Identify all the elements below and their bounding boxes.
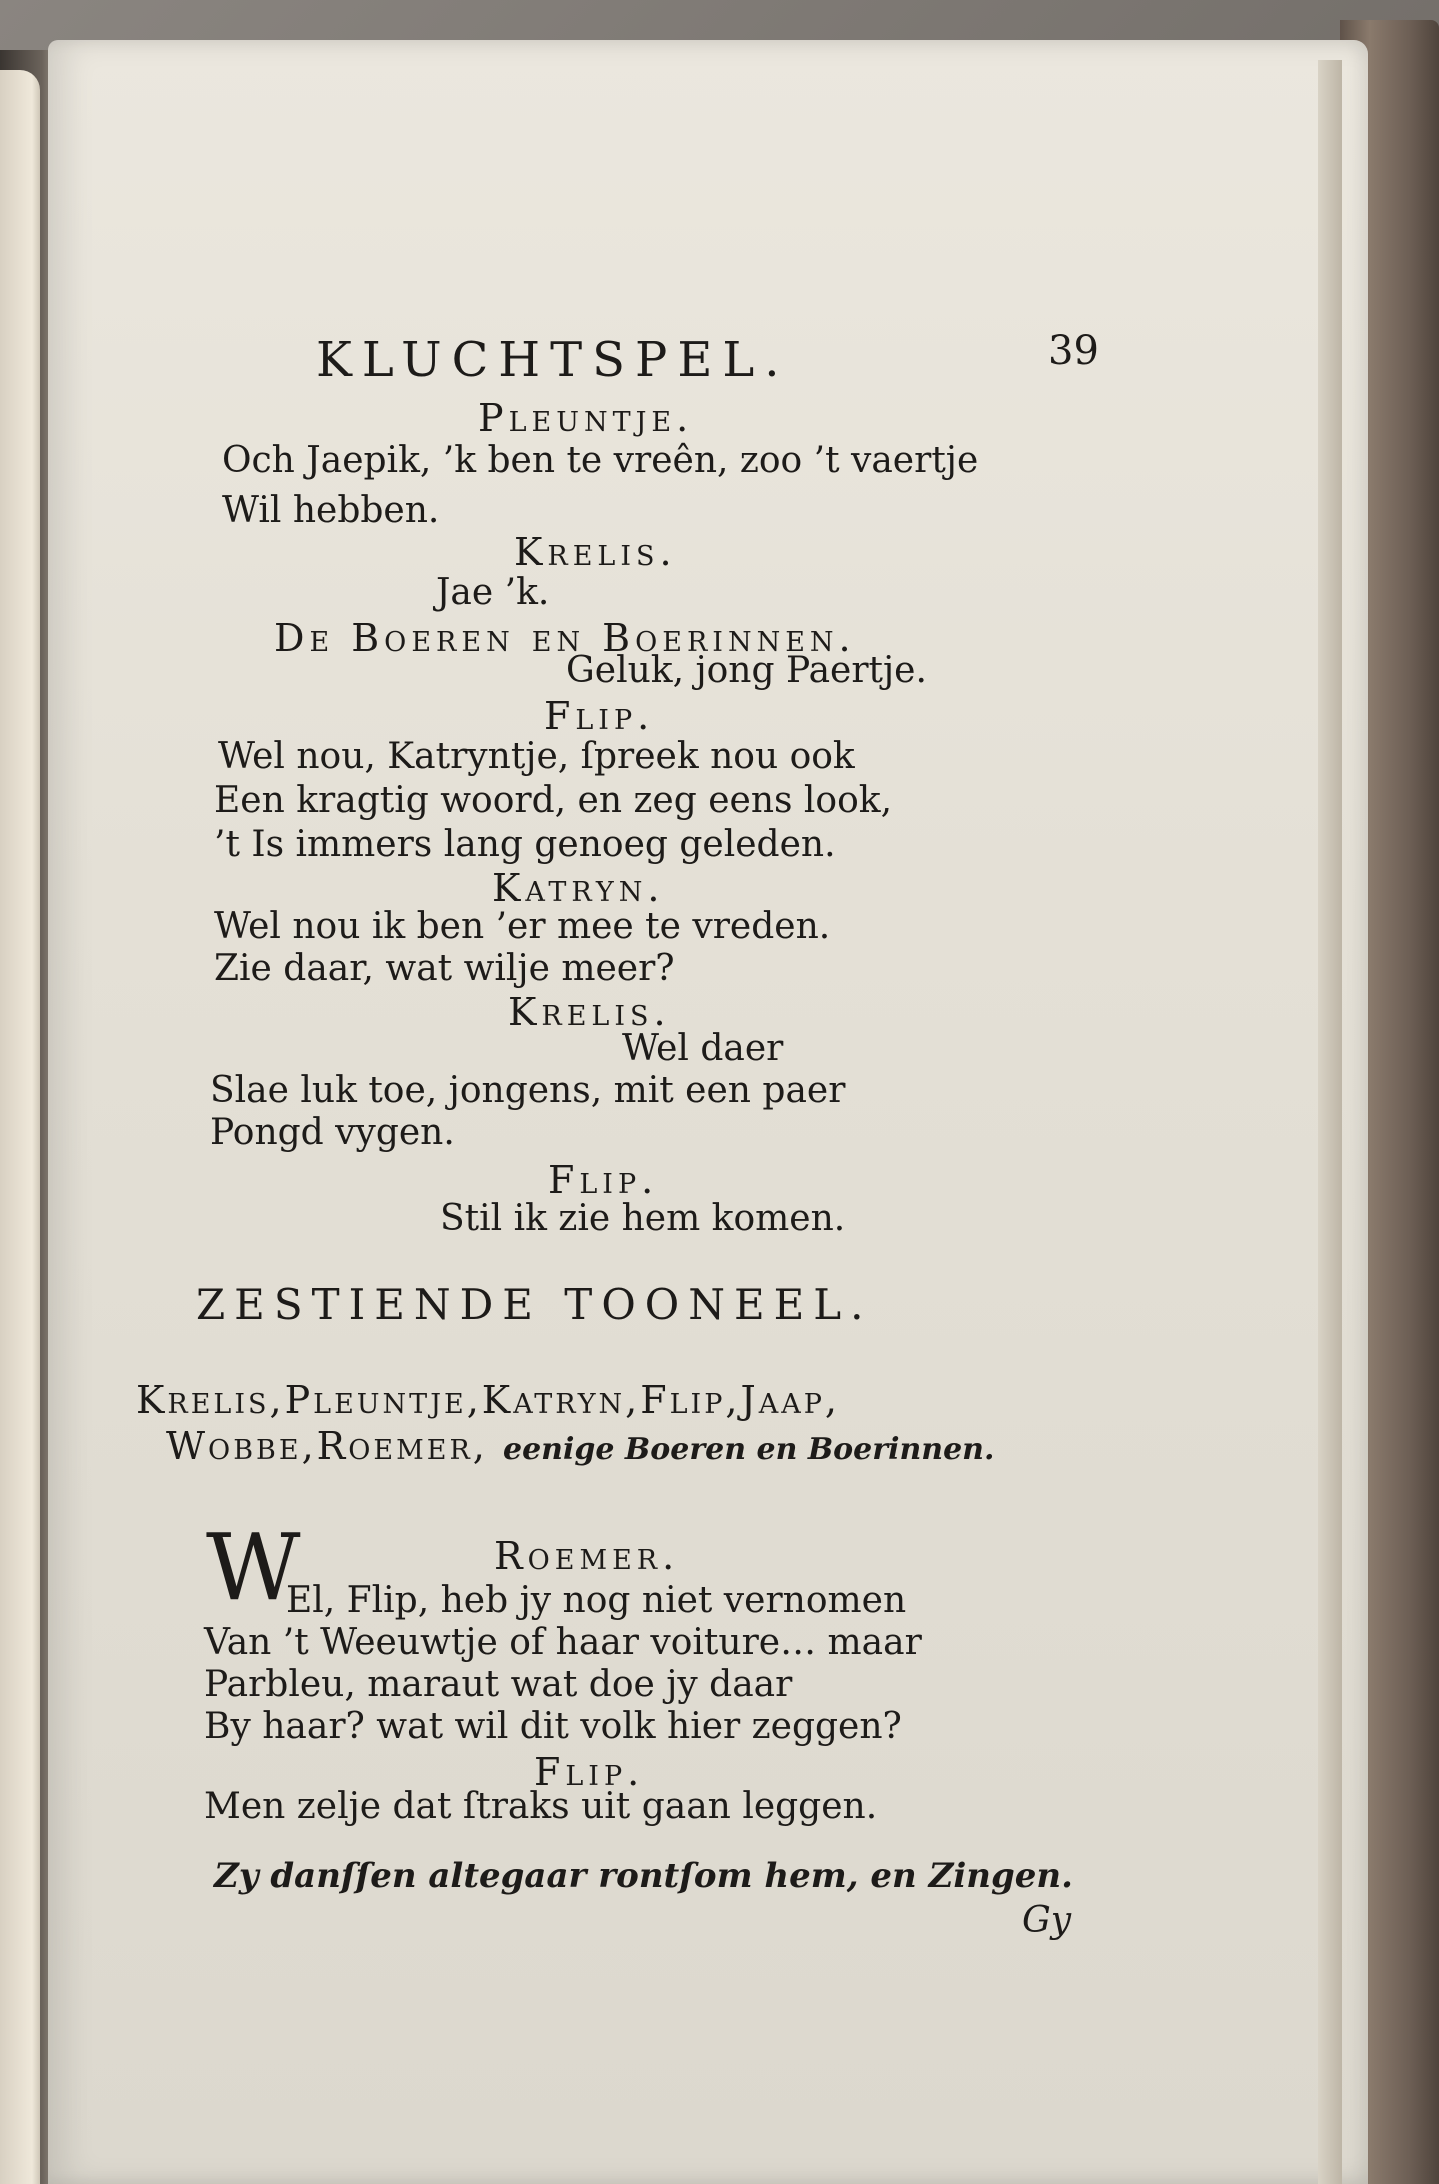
cast-list-row: Krelis,Pleuntje,Katryn,Flip,Jaap,: [136, 1378, 840, 1422]
verse-line: Wel nou ik ben ’er mee te vreden.: [214, 906, 831, 947]
verse-line: Jae ’k.: [436, 572, 550, 613]
page-number: 39: [1048, 328, 1099, 374]
running-head: KLUCHTSPEL.: [316, 332, 790, 388]
verse-line: Geluk, jong Paertje.: [566, 650, 927, 691]
verse-line: Wel nou, Katryntje, ſpreek nou ook: [218, 736, 855, 777]
speaker-katryn: Katryn.: [492, 866, 665, 910]
verse-line: Parbleu, maraut wat doe jy daar: [204, 1664, 793, 1705]
speaker-flip: Flip.: [548, 1158, 659, 1202]
verse-line: Men zelje dat ſtraks uit gaan leggen.: [204, 1786, 878, 1827]
speaker-boeren: De Boeren en Boerinnen.: [274, 616, 856, 660]
drop-cap: W: [206, 1514, 301, 1621]
verse-line: Slae luk toe, jongens, mit een paer: [210, 1070, 846, 1111]
verse-line: Pongd vygen.: [210, 1112, 455, 1153]
verse-line: Van ’t Weeuwtje of haar voiture… maar: [204, 1622, 922, 1663]
speaker-pleuntje: Pleuntje.: [478, 396, 694, 440]
cast-names: Wobbe,Roemer,: [166, 1424, 488, 1468]
verse-line: Och Jaepik, ’k ben te vreên, zoo ’t vaertje: [222, 440, 979, 481]
scene-title: ZESTIENDE TOONEEL.: [196, 1280, 873, 1329]
verse-line: Stil ik zie hem komen.: [440, 1198, 846, 1239]
verse-line: ’t Is immers lang genoeg geleden.: [214, 824, 836, 865]
cast-list-row: [166, 1424, 994, 1468]
verse-line: By haar? wat wil dit volk hier zeggen?: [204, 1706, 902, 1747]
cast-extras: eenige Boeren en Boerinnen.: [502, 1432, 995, 1467]
speaker-krelis: Krelis.: [514, 530, 677, 574]
verse-line: El, Flip, heb jy nog niet vernomen: [286, 1580, 907, 1621]
speaker-flip: Flip.: [534, 1750, 645, 1794]
page-edge: [1318, 60, 1342, 2184]
verse-line: Zie daar, wat wilje meer?: [214, 948, 675, 989]
speaker-roemer: Roemer.: [494, 1534, 680, 1578]
verse-line: Een kragtig woord, en zeg eens look,: [214, 780, 893, 821]
verse-line: Wil hebben.: [222, 490, 440, 531]
speaker-flip: Flip.: [544, 694, 655, 738]
verse-line: Wel daer: [622, 1028, 784, 1069]
speaker-krelis: Krelis.: [508, 990, 671, 1034]
left-page-edge: [0, 70, 40, 2184]
catchword: Gy: [1022, 1900, 1072, 1941]
stage-direction: Zy danſſen altegaar rontſom hem, en Zingen.: [214, 1856, 1073, 1896]
